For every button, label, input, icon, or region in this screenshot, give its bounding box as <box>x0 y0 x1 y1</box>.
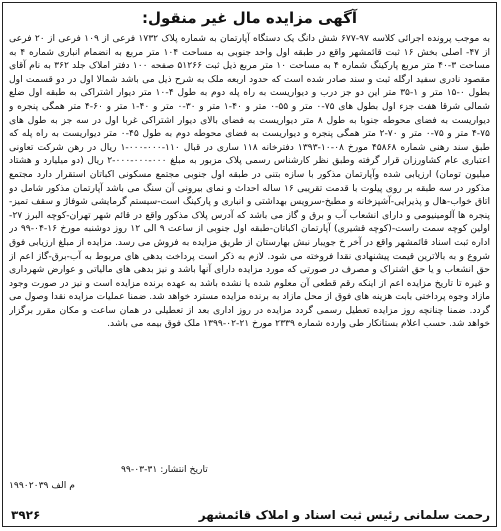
auction-notice <box>2 2 497 527</box>
publish-date: تاریخ انتشار: ۳۱-۰۳-۹۹ <box>121 464 208 475</box>
tracking-code: م الف ۱۹۹۰۲۰۳۹ <box>9 480 75 491</box>
notice-title: آگهی مزایده مال غیر منقول: <box>141 9 357 27</box>
notice-code: ۳۹۲۶ <box>11 508 41 522</box>
signature-line: رحمت سلمانی رئیس ثبت اسناد و املاک قائمشهر <box>198 508 490 522</box>
notice-body: به موجب پرونده اجرائی کلاسه ۹۷-۶۷۷ شش دانگ یک دستگاه آپارتمان به شماره پلاک ۱۷۳۲ فرعی از ۱۰۹ فرعی از ۲۰ فرعی از ۴۷- اصلی بخش ۱۶ ثبت قائمشهر واقع در طبقه اول واحد جنوبی به مساحت ۱۰۴ متر مربع به انضمام انباری شماره ۴ به مساحت ۳-۴۰ متر مربع پارکینگ شماره ۴ به مساحت ۱۰ متر مربع ذیل ثبت ۵۱۲۶۶ صفحه ۱۰۰ دفتر املاک جلد ۳۶۲ به نام آقای مقصود نادری سفید ارگله ثبت و سند صادر شده است که حدود اربعه ملک به شرح ذیل می باشد شمالا اول در دو قسمت اول بطول ۰-۱۵ متر و ۱-۳۵ متر این دو جز درب و دیواریست به راه پله دوم به طول ۴-۱۰ متر دیوار اشتراکی به طبقه اول ضلع شمالی شرقا هفت جزء اول بطول های ۷۵-۰ متر و ۵۵-۰ متر و ۴۰-۱ متر و ۳۰-۰ متر و ۴۰-۱ متر و ۶۰-۴ متر همگی پنجره و دیواریست به فضای محوطه جنوبا به طول ۸ متر دیواریست به فضای بالای دیوار اشتراکی غربا اول در سه جز به طول های ۷۵-۴ متر و ۷۵-۰ متر و ۷۰-۲ متر همگی پنجره و دیواریست به فضای محوطه دوم به طول ۴۵-۰ متر دیواریست به راه پله که طبق سند رهنی شماره ۴۵۸۶۸ مورخ ۰۸-۱۰-۱۳۹۳ دفترخانه ۱۱۸ ساری در قبال ۱۱۰-۰۰۰-۰۰۰-۱ ریال در رهن شرکت تعاونی اعتباری عام کشاورزان قرار گرفته وطبق نظر کارشناس رسمی پلاک مزبور به مبلغ ۰۰۰-۰۰۰-۰۰۰-۲ ریال (دو میلیارد و هشتاد میلیون تومان) ارزیابی شده وآپارتمان مذکور با سازه بتنی در طبقه اول جنوبی مجتمع مسکونی اکباتان استقرار دارد مجتمع مذکور در سه طبقه بر روی پیلوت با قدمت تقریبی ۱۶ ساله احداث و نمای بیرونی آن سنگ می باشد آپارتمان مذکور شامل دو اتاق خواب-هال و پذیرایی-آشپزخانه و مطبخ-سرویس بهداشتی و انباری و پارکینگ است-سیستم گرمایشی شوفاژ و سقف تمیز-پنجره ها آلومینیومی و دارای انشعاب آب و برق و گاز می باشد که آدرس پلاک مذکور واقع در قائم شهر تهران-کوچه البرز ۲۷-اولین کوچه سمت راست-(کوچه قشیری) آپارتمان اکباتان-طبقه اول جنوبی از ساعت ۹ الی ۱۲ روز دوشنبه مورخ ۱۶-۰۴-۹۹ در اداره ثبت اسناد قائمشهر واقع در آخر خ جویبار نبش بهارستان از طریق مزایده به فروش می رسد. مزایده از مبلغ ارزیابی فوق شروع و به بالاترین قیمت پیشنهادی نقدا فروخته می شود. لازم به ذکر است پرداخت بدهی های مربوط به آب-برق-گاز اعم از حق انشعاب و یا حق اشتراک و مصرف در صورتی که مورد مزایده دارای آنها باشد و نیز بدهی های مالیاتی و عوارض شهرداری و غیره تا تاریخ مزایده اعم از اینکه رقم قطعی آن معلوم شده یا نشده باشد به عهده برنده مزایده است و نیز در صورت وجود مازاد وجوه پرداختی بابت هزینه های فوق از محل مازاد به برنده مزایده مسترد خواهد شد. ضمنا عملیات مزایده نقدا وصول می گردد. ضمنا چنانچه روز مزایده تعطیل رسمی گردد مزایده در روز اداری بعد از تعطیلی در همان ساعت و مکان مقرر برگزار خواهد شد. حسب اعلام بستانکار طی وارده شماره ۲۳۳۹ مورخ ۲۱-۰۲-۱۳۹۹ ملک فوق بیمه می باشد. <box>9 33 490 330</box>
notice-footer <box>3 462 496 526</box>
